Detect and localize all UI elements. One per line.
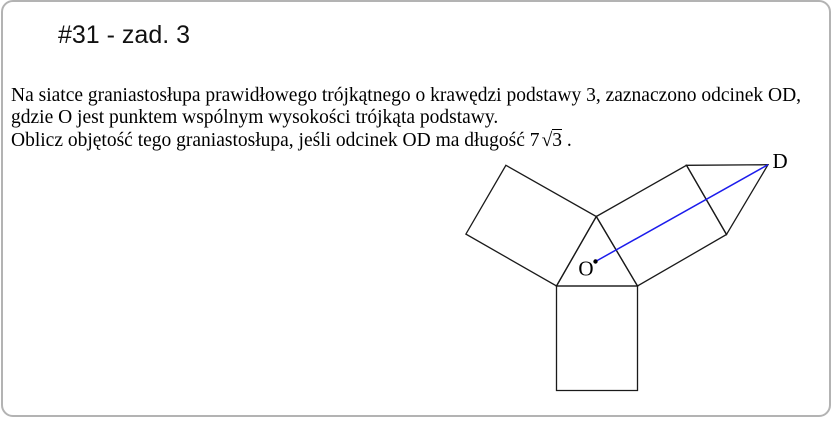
statement-line-3-suffix: . — [562, 129, 572, 151]
net-right-rectangle — [596, 165, 726, 286]
segment-OD — [596, 165, 769, 262]
point-O-dot — [593, 259, 597, 263]
problem-card — [1, 0, 831, 417]
statement-line-3-prefix: Oblicz objętość tego graniastosłupa, jeśli odcinek OD ma długość 7 — [11, 129, 540, 151]
sqrt-radicand: 3 — [552, 129, 563, 151]
net-base-triangle — [557, 217, 638, 287]
net-left-rectangle — [466, 165, 596, 286]
problem-title: #31 - zad. 3 — [58, 21, 191, 49]
sqrt-radical-sign: √ — [541, 129, 553, 151]
statement-line-2: gdzie O jest punktem wspólnym wysokości trójkąta podstawy. — [11, 107, 499, 129]
label-O: O — [578, 256, 594, 281]
prism-net-figure — [3, 2, 832, 423]
net-far-triangle — [687, 165, 769, 235]
net-bottom-rectangle — [557, 286, 638, 391]
statement-line-1: Na siatce graniastosłupa prawidłowego trójkątnego o krawędzi podstawy 3, zaznaczono odcinek OD, — [11, 85, 802, 106]
label-D: D — [772, 149, 788, 173]
